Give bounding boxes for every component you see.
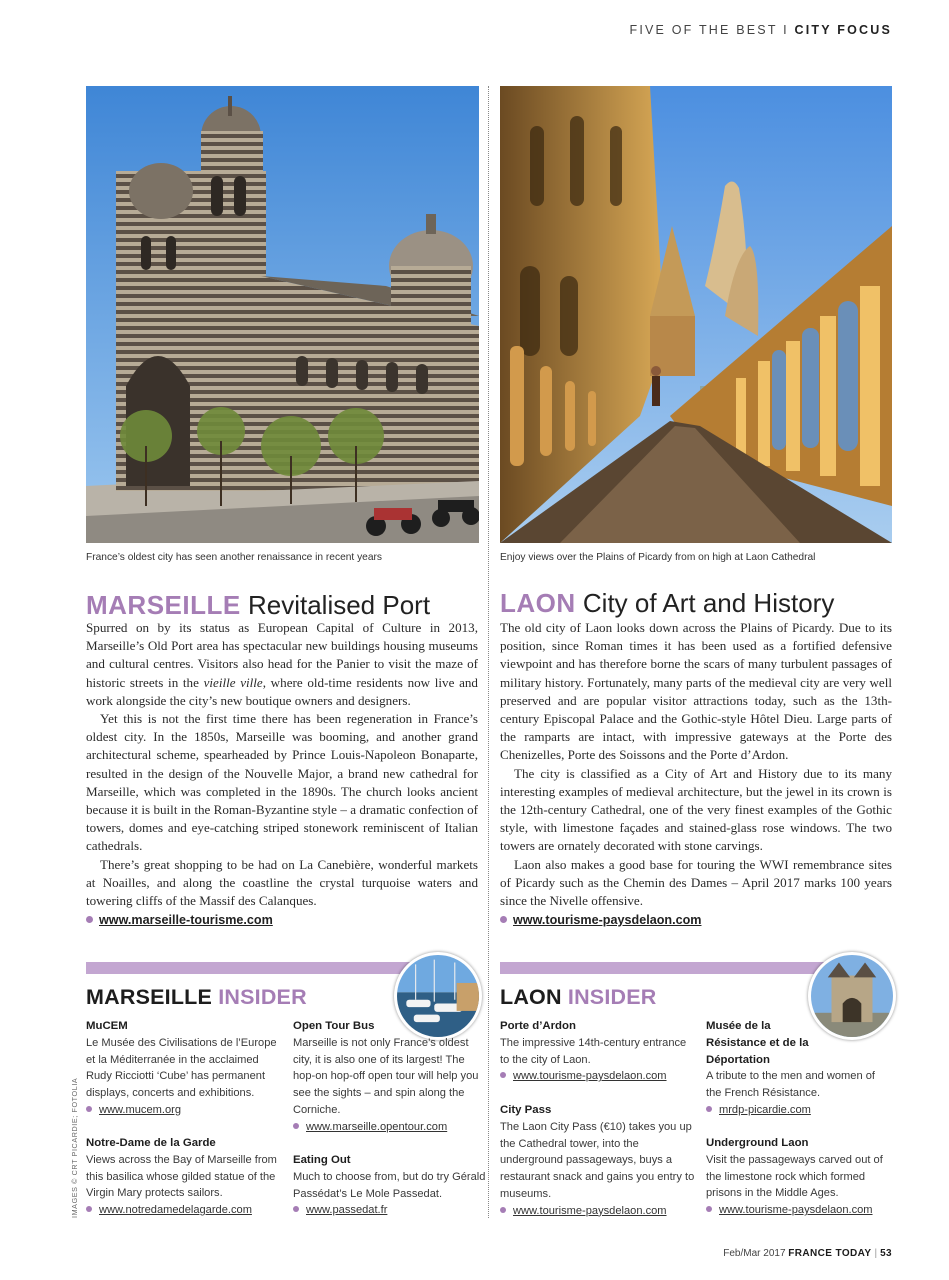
footer-magazine: FRANCE TODAY: [788, 1248, 872, 1259]
notre-dame-link[interactable]: www.notredamedelagarde.com: [99, 1204, 252, 1217]
bullet-icon: [86, 1106, 92, 1112]
marseille-paragraph-1: Spurred on by its status as European Capital of Culture in 2013, Marseille’s Old Port area has spectacular new buildings housing museums and cultural centres. Visitors also head for the Panier to visit the maze of historic streets in the vieille ville, where old-time residents now live and work alongside the city’s new boutique owners and designers.: [86, 620, 478, 708]
insider-entry-underground-laon: Underground Laon Visit the passageways carved out of the limestone rock which formed prisons in the Middle Ages. www.tourisme-paysdelaon.com: [706, 1137, 883, 1217]
marseille-paragraph-3: There’s great shopping to be had on La Canebière, wonderful markets at Noailles, and along the coastline the crystal turquoise waters and towering cliffs of the Massif des Calanques.: [86, 856, 478, 909]
insider-entry-eating-out: Eating Out Much to choose from, but do try Gérald Passédat’s Le Mole Passedat. www.passedat.fr: [293, 1154, 486, 1217]
marseille-cathedral-photo: [86, 86, 479, 543]
laon-website-link[interactable]: www.tourisme-paysdelaon.com: [500, 911, 892, 929]
laon-paragraph-1: The old city of Laon looks down across the Plains of Picardy. Due to its position, since Roman times it has been used as a fortified defensive viewpoint and has therefore borne the scars of many turbulent passages of military history. Fortunately, many parts of the medieval city are very well preserved and are popular visitor attractions today, such as the 13th-century Episcopal Palace and the Gothic-style Hôtel Dieu. Large parts of the ramparts are intact, with impressive gateways at the Porte des Chenizelles, Porte des Soissons and the Porte d’Ardon.: [500, 620, 892, 763]
insider-entry-notre-dame: Notre-Dame de la Garde Views across the Bay of Marseille from this basilica whose gilded statue of the Virgin Mary protects sailors. www.notredamedelagarde.com: [86, 1137, 277, 1217]
bullet-icon: [293, 1123, 299, 1129]
bullet-icon: [706, 1106, 712, 1112]
laon-article: [500, 619, 892, 929]
city-pass-link[interactable]: www.tourisme-paysdelaon.com: [513, 1204, 667, 1217]
mrdp-link[interactable]: mrdp-picardie.com: [719, 1103, 811, 1116]
bullet-icon: [500, 916, 507, 923]
bullet-icon: [500, 1072, 506, 1078]
running-head-section: FIVE OF THE BEST: [629, 23, 778, 37]
marseille-photo-caption: France’s oldest city has seen another renaissance in recent years: [86, 552, 382, 563]
porte-dardon-link[interactable]: www.tourisme-paysdelaon.com: [513, 1070, 667, 1083]
insider-entry-musee-resistance: Musée de la Résistance et de la Déportation A tribute to the men and women of the French Résistance. mrdp-picardie.com: [706, 1020, 875, 1116]
marseille-insider-title: MARSEILLE INSIDER: [86, 985, 307, 1009]
marseille-article: [86, 619, 478, 929]
laon-paragraph-2: The city is classified as a City of Art and History due to its many interesting examples of medieval architecture, but the jewel in its crown is the 12th-century Cathedral, one of the very finest examples of the Gothic style, with limestone façades and stained-glass rose windows. The two towers are ornately decorated with stone carvings.: [500, 765, 892, 854]
laon-heading: [500, 587, 834, 619]
footer-issue: Feb/Mar 2017: [723, 1248, 786, 1259]
marseille-heading: [86, 589, 430, 621]
opentour-link[interactable]: www.marseille.opentour.com: [306, 1120, 448, 1133]
bullet-icon: [293, 1206, 299, 1212]
marseille-insider-bar: [86, 962, 416, 974]
laon-cathedral-photo: [500, 86, 892, 543]
insider-entry-city-pass: City Pass The Laon City Pass (€10) takes you up the Cathedral tower, into the underground passageways, buys a restaurant snack and gains you entry to museums. www.tourisme-paysdelaon.com: [500, 1104, 695, 1217]
column-divider: [488, 86, 489, 1218]
running-head-separator: I: [783, 23, 789, 37]
marseille-heading-subtitle: Revitalised Port: [247, 590, 431, 620]
laon-heading-city: LAON: [500, 588, 576, 618]
laon-insider-title: LAON INSIDER: [500, 985, 657, 1009]
bullet-icon: [500, 1207, 506, 1213]
page-footer: Feb/Mar 2017 FRANCE TODAY | 53: [723, 1248, 892, 1259]
vieille-ville-term: vieille ville: [203, 674, 263, 690]
insider-entry-open-tour-bus: Open Tour Bus Marseille is not only France’s oldest city, it is also one of its largest! The hop-on hop-off open tour will help you see the sights – and spin along the Corniche. www.marseille.opentour.com: [293, 1020, 479, 1133]
passedat-link[interactable]: www.passedat.fr: [306, 1204, 388, 1217]
bullet-icon: [86, 1206, 92, 1212]
marseille-website-link[interactable]: www.marseille-tourisme.com: [86, 911, 478, 929]
marseille-heading-city: MARSEILLE: [86, 590, 241, 620]
underground-laon-link[interactable]: www.tourisme-paysdelaon.com: [719, 1204, 873, 1217]
mucem-link[interactable]: www.mucem.org: [99, 1103, 181, 1116]
running-head: [629, 23, 892, 37]
bullet-icon: [86, 916, 93, 923]
running-head-series: CITY FOCUS: [794, 23, 892, 37]
insider-entry-porte-dardon: Porte d’Ardon The impressive 14th-century entrance to the city of Laon. www.tourisme-paysdelaon.com: [500, 1020, 687, 1083]
laon-heading-subtitle: City of Art and History: [582, 588, 835, 618]
bullet-icon: [706, 1206, 712, 1212]
marseille-paragraph-2: Yet this is not the first time there has been regeneration in France’s oldest city. In the 1850s, Marseille was booming, and another grand architectural scheme, spearheaded by Prince Louis-Napoleon Bonaparte, resulted in the design of the Nouvelle Major, a brand new cathedral for Marseille, which was completed in the 1890s. The church looks ancient because it is built in the Roman-Byzantine style – a dramatic confection of towers, domes and eye-catching striped stonework reminiscent of Italian cathedrals.: [86, 711, 478, 854]
laon-paragraph-3: Laon also makes a good base for touring the WWI remembrance sites of Picardy such as the Chemin des Dames – April 2017 marks 100 years since the Nivelle offensive.: [500, 856, 892, 909]
laon-insider-bar: [500, 962, 830, 974]
laon-photo-caption: Enjoy views over the Plains of Picardy from on high at Laon Cathedral: [500, 552, 816, 563]
image-credit: IMAGES © CRT PICARDIE; FOTOLIA: [70, 1077, 79, 1218]
footer-page-number: 53: [880, 1248, 892, 1259]
insider-entry-mucem: MuCEM Le Musée des Civilisations de l’Europe et la Méditerranée in the acclaimed Rudy Ricciotti ‘Cube’ has permanent displays, concerts and exhibitions. www.mucem.org: [86, 1020, 277, 1116]
